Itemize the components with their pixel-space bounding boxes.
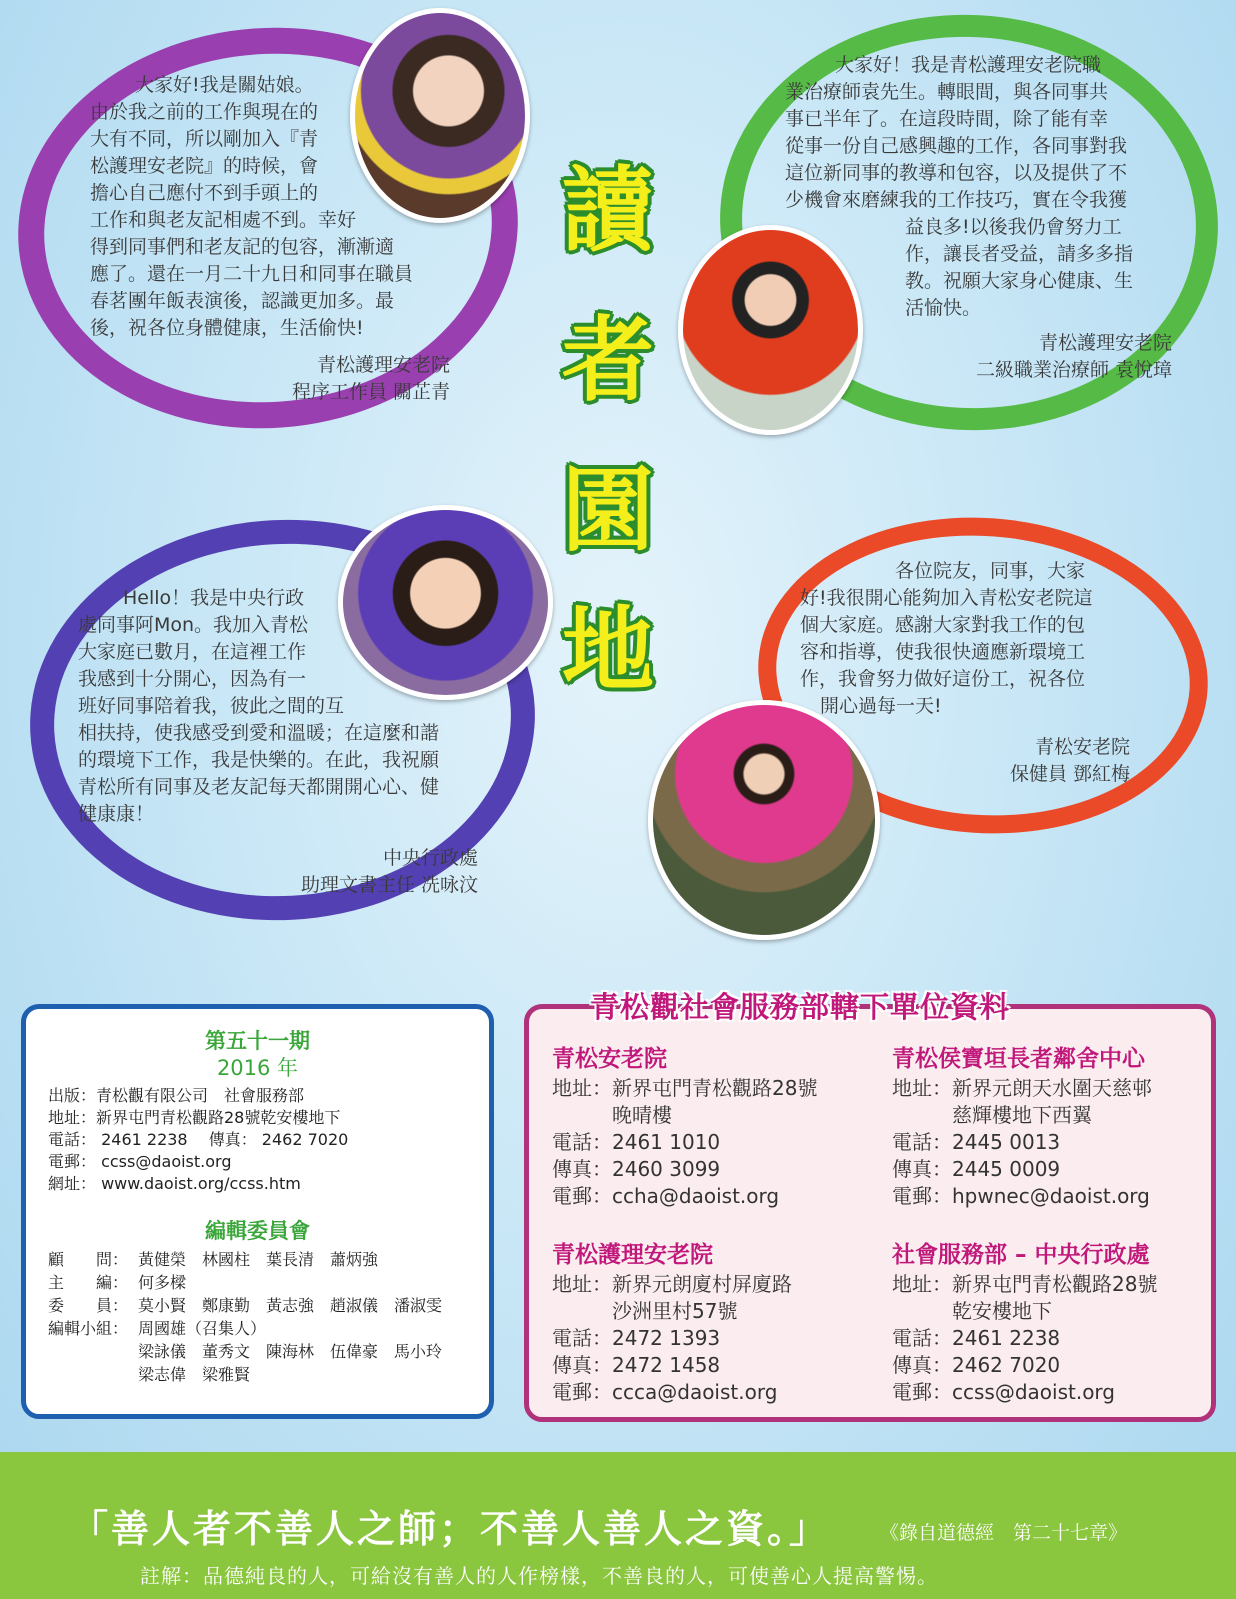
unit-email[interactable]: 電郵：ccca@daoist.org [552,1380,778,1404]
unit-address-cont: 乾安樓地下 [892,1299,1052,1323]
letter-line: 班好同事陪着我，彼此之間的互 [78,695,345,717]
letter-line: 大家好！我是青松護理安老院職 [835,54,1102,76]
page-title-char-3: 園 [562,456,655,564]
letter-line: 工作和與老友記相處不到。幸好 [90,209,357,231]
letter-line: 好!我很開心能夠加入青松安老院這 [800,587,1093,609]
letter-kwan-signature [230,352,450,406]
letter-line: 各位院友，同事，大家 [895,560,1086,582]
committee-names: 黃健榮 林國柱 葉長清 蕭炳強 [138,1250,379,1269]
letter-yuen-signature [910,330,1172,384]
letter-line: 春茗團年飯表演後，認識更加多。最 [90,290,395,312]
units-heading: 青松觀社會服務部轄下單位資料 [590,990,1011,1024]
letter-line: 從事一份自己感興趣的工作，各同事對我 [785,135,1128,157]
letter-tang-signature [960,734,1130,788]
unit-address-cont: 沙洲里村57號 [552,1299,738,1323]
unit-fax: 傳真：2462 7020 [892,1353,1061,1377]
page-title-char-4: 地 [562,596,655,704]
letter-line: 應了。還在一月二十九日和同事在職員 [90,263,414,285]
signature-org: 中央行政處 [382,847,478,869]
committee-title: 編輯委員會 [205,1219,310,1243]
letter-line: Hello！我是中央行政 [123,587,305,609]
page-title-char-2: 者 [562,306,655,414]
unit-name: 青松安老院 [552,1046,667,1072]
letter-line: 後，祝各位身體健康，生活偷快! [90,317,364,339]
letter-line: 得到同事們和老友記的包容，漸漸適 [90,236,395,258]
issue-number: 第五十一期 [205,1029,310,1053]
unit-email[interactable]: 電郵：ccha@daoist.org [552,1184,780,1208]
letter-line: 的環境下工作，我是快樂的。在此，我祝願 [78,749,440,771]
letter-line: 擔心自己應付不到手頭上的 [90,182,319,204]
signature-org: 青松安老院 [1034,736,1130,758]
letter-line: 業治療師袁先生。轉眼間，與各同事共 [785,81,1109,103]
unit-name: 青松侯寶垣長者鄰舍中心 [892,1046,1145,1072]
unit-phone: 電話：2461 2238 [892,1326,1061,1350]
signature-name: 保健員 鄧紅梅 [1009,763,1130,785]
letter-line: 少機會來磨練我的工作技巧，實在令我獲 [785,189,1128,211]
unit-address: 地址：新界元朗廈村屏廈路 [552,1272,792,1296]
letter-line: 松護理安老院』的時候，會 [90,155,319,177]
signature-name: 助理文書主任 冼咏汶 [300,874,478,896]
letter-line: 教。祝願大家身心健康、生 [905,270,1134,292]
committee-names: 周國雄（召集人） [138,1319,267,1338]
letter-line: 活愉快。 [905,297,982,319]
letter-kwan-text [90,72,470,342]
committee-names: 何多樑 [138,1273,187,1292]
letter-line: 青松所有同事及老友記每天都開開心心、健 [78,776,440,798]
unit-address-cont: 晚晴樓 [552,1103,672,1127]
letter-line: 相扶持，使我感受到愛和溫暖；在這麼和諧 [78,722,440,744]
publisher-line: 出版：青松觀有限公司 社會服務部 [48,1086,305,1105]
letter-line: 健康康！ [78,803,155,825]
letter-line: 作，讓長者受益，請多多指 [905,243,1134,265]
unit-fax: 傳真：2472 1458 [552,1353,721,1377]
letter-yuen-text [785,52,1180,322]
footer-quote-source: 《錄自道德經 第二十七章》 [880,1522,1128,1544]
committee-role: 顧 問： [48,1250,129,1269]
unit-name: 青松護理安老院 [552,1242,713,1268]
signature-name: 二級職業治療師 袁悅璋 [975,359,1172,381]
unit-email[interactable]: 電郵：hpwnec@daoist.org [892,1184,1150,1208]
page-title-char-1: 讀 [562,156,655,264]
unit-phone: 電話：2461 1010 [552,1130,721,1154]
footer-note: 註解：品德純良的人，可給沒有善人的人作榜樣，不善良的人，可使善心人提高警惕。 [140,1564,938,1588]
letter-line: 開心過每一天! [820,695,942,717]
committee-role: 編輯小組： [48,1319,129,1338]
committee-role: 主 編： [48,1273,129,1292]
unit-address: 地址：新界屯門青松觀路28號 [892,1272,1158,1296]
unit-address: 地址：新界屯門青松觀路28號 [552,1076,818,1100]
letter-line: 個大家庭。感謝大家對我工作的包 [800,614,1086,636]
letter-tang-text [800,558,1140,720]
letter-line: 大有不同，所以剛加入『青 [90,128,319,150]
photo-tang [648,700,880,940]
unit-phone: 電話：2472 1393 [552,1326,721,1350]
letter-line: 處同事阿Mon。我加入青松 [78,614,309,636]
publication-info-box [21,1004,494,1419]
letter-line: 大家好!我是關姑娘。 [135,74,314,96]
letter-line: 作，我會努力做好這份工，祝各位 [800,668,1086,690]
unit-fax: 傳真：2445 0009 [892,1157,1061,1181]
letter-sin-signature [250,845,478,899]
letter-line: 這位新同事的教導和包容，以及提供了不 [785,162,1128,184]
issue-year: 2016 年 [216,1056,299,1080]
unit-email[interactable]: 電郵：ccss@daoist.org [892,1380,1115,1404]
letter-line: 容和指導，使我很快適應新環境工 [800,641,1086,663]
letter-sin-text [78,585,498,828]
committee-names: 梁志偉 梁雅賢 [138,1365,251,1384]
committee-names: 莫小賢 鄭康勤 黃志強 趙淑儀 潘淑雯 [138,1296,443,1315]
letter-line: 我感到十分開心，因為有一 [78,668,307,690]
letter-line: 事已半年了。在這段時間，除了能有幸 [785,108,1109,130]
signature-org: 青松護理安老院 [1038,332,1172,354]
unit-address-cont: 慈輝樓地下西翼 [892,1103,1092,1127]
letter-line: 由於我之前的工作與現在的 [90,101,319,123]
unit-address: 地址：新界元朗天水圍天慈邨 [892,1076,1152,1100]
footer-quote: 「善人者不善人之師；不善人善人之資。」 [70,1507,831,1551]
website-line[interactable]: 網址： www.daoist.org/ccss.htm [48,1174,301,1193]
unit-fax: 傳真：2460 3099 [552,1157,721,1181]
letter-line: 益良多!以後我仍會努力工 [905,216,1122,238]
committee-names: 梁詠儀 董秀文 陳海林 伍偉豪 馬小玲 [138,1342,443,1361]
committee-role: 委 員： [48,1296,129,1315]
email-line[interactable]: 電郵： ccss@daoist.org [48,1152,232,1171]
unit-name: 社會服務部 – 中央行政處 [892,1242,1150,1268]
letter-line: 大家庭已數月，在這裡工作 [78,641,307,663]
phone-line: 電話： 2461 2238 傳真： 2462 7020 [48,1130,349,1149]
signature-org: 青松護理安老院 [316,354,450,376]
address-line: 地址：新界屯門青松觀路28號乾安樓地下 [48,1108,341,1127]
unit-phone: 電話：2445 0013 [892,1130,1061,1154]
signature-name: 程序工作員 關芷青 [291,381,450,403]
